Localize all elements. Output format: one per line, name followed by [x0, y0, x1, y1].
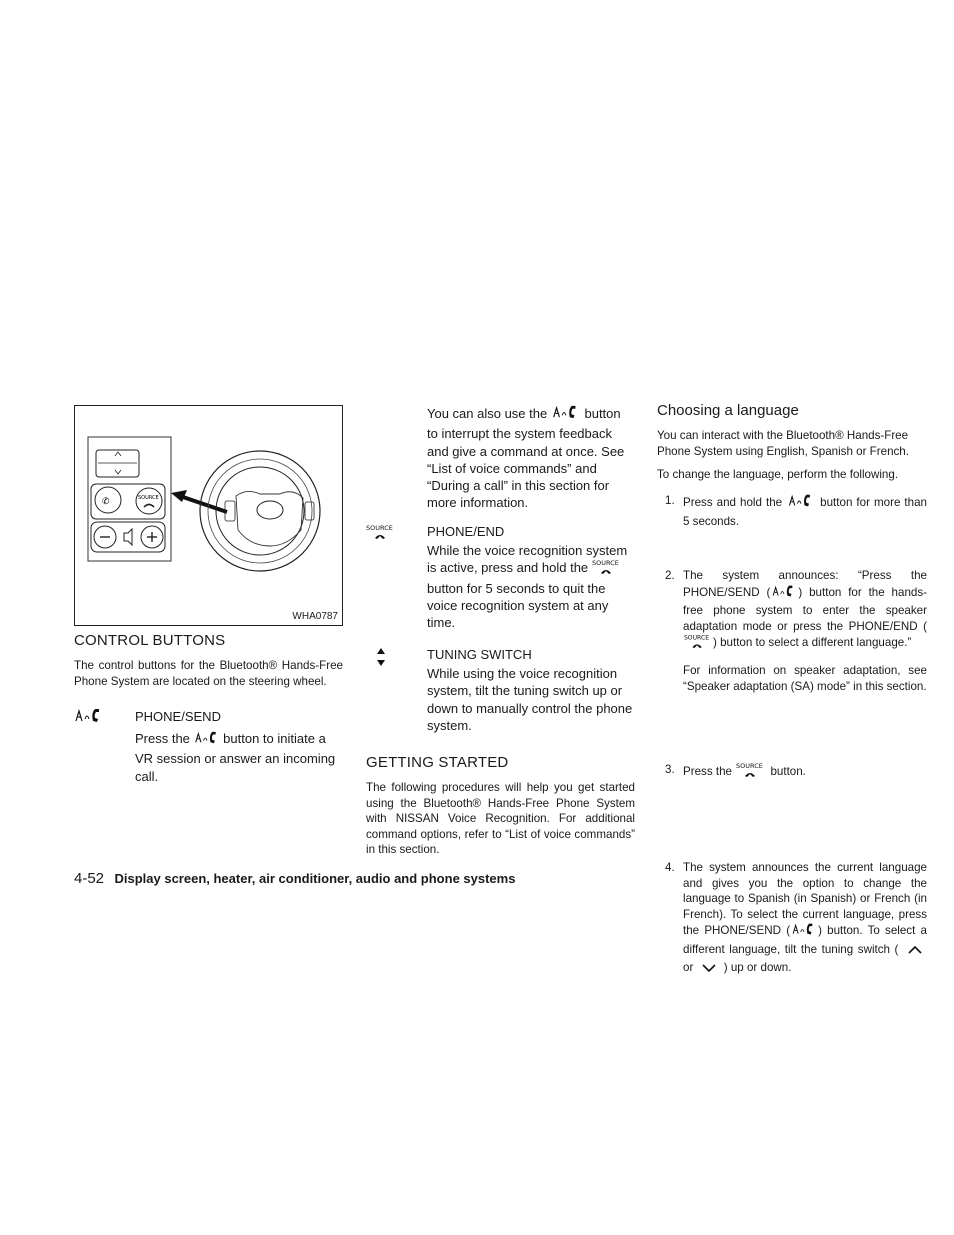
step-number: 2.: [665, 569, 675, 582]
svg-text:SOURCE: SOURCE: [591, 559, 619, 568]
interrupt-text-pre: You can also use the: [427, 406, 548, 421]
phone-end-icon: [592, 559, 622, 579]
tuning-switch-icon: [375, 647, 387, 672]
step-number: 3.: [665, 762, 675, 776]
step-2-text-c: ) button to select a different language.”: [713, 636, 912, 649]
phone-end-icon: [366, 524, 396, 545]
svg-text:SOURCE: SOURCE: [736, 761, 764, 770]
chevron-up-icon: [903, 944, 927, 961]
speaker-adaptation-note: For information on speaker adaptation, see “Speaker adaptation (SA) mode” in this section.: [683, 664, 927, 693]
step-2-text-a: The system announces: “Press the PHONE/SEND (: [683, 569, 927, 599]
step-4-text-b: ) button. To select a different language, tilt the tuning switch (: [683, 924, 927, 956]
phone-end-description: [427, 542, 635, 631]
phone-send-label: PHONE/SEND: [135, 709, 221, 724]
phone-send-description: [135, 730, 343, 785]
language-step-2: [657, 568, 927, 654]
phone-send-icon: [74, 707, 104, 730]
phone-send-icon: [194, 730, 220, 750]
tuning-switch-description: While using the voice recognition system, tilt the tuning switch up or down to manually control the phone system.: [427, 666, 633, 733]
section-title: Display screen, heater, air conditioner, audio and phone systems: [114, 871, 516, 886]
phone-send-icon: [770, 584, 798, 604]
phone-end-icon: [683, 634, 713, 654]
phone-end-label: PHONE/END: [427, 524, 505, 539]
step-4-text-a: The system announces the current language and gives you the option to change the language to Spanish (in Spanish) or French (in French). To select the current language, press the PHONE/SEND (: [683, 861, 927, 937]
phone-send-icon: [786, 493, 816, 514]
step-3-text-post: button.: [770, 764, 806, 778]
step-1-text-post: button for more than 5 seconds.: [683, 496, 927, 528]
getting-started-paragraph: The following procedures will help you get started using the Bluetooth® Hands-Free Phone System with NISSAN Voice Recognition. For additional command options, refer to “List of voice commands” in this section.: [366, 781, 635, 856]
svg-text:SOURCE: SOURCE: [138, 495, 159, 501]
step-2-text-b: ) button for the hands-free phone system to enter the speaker adaptation mode or press the PHONE/END (: [683, 585, 928, 633]
phone-send-icon: [790, 922, 818, 942]
steering-wheel-diagram: [75, 406, 342, 625]
control-buttons-heading: CONTROL BUTTONS: [74, 632, 226, 649]
interrupt-text-post: button to interrupt the system feedback and give a command at once. See “List of voice commands” and “During a call” in this section for more information.: [427, 406, 625, 511]
language-step-4: [657, 860, 927, 979]
language-step-1: [657, 493, 927, 529]
phone-end-text-pre: While the voice recognition system is active, press and hold the: [427, 543, 628, 576]
language-change-intro: To change the language, perform the following.: [657, 468, 899, 481]
interrupt-paragraph: [427, 404, 635, 512]
figure-label: WHA0787: [292, 611, 338, 622]
control-buttons-intro: The control buttons for the Bluetooth® Hands-Free Phone System are located on the steering wheel.: [74, 659, 343, 688]
language-step-3: [657, 762, 927, 783]
chevron-down-icon: [697, 962, 721, 979]
step-number: 4.: [665, 861, 675, 874]
step-4-or: or: [683, 961, 694, 974]
steering-wheel-figure: [74, 405, 343, 626]
svg-text:SOURCE: SOURCE: [683, 634, 710, 642]
step-4-text-c: ) up or down.: [723, 961, 792, 974]
phone-send-text-post: button to initiate a VR session or answer an incoming call.: [135, 731, 336, 784]
choosing-language-heading: Choosing a language: [657, 402, 799, 419]
tuning-switch-label: TUNING SWITCH: [427, 647, 532, 662]
phone-send-icon: [551, 404, 581, 425]
language-intro: You can interact with the Bluetooth® Hands-Free Phone System using English, Spanish or French.: [657, 429, 909, 458]
step-number: 1.: [665, 494, 675, 507]
page-footer: [74, 870, 515, 888]
page-number: 4-52: [74, 870, 105, 887]
step-1-text-pre: Press and hold the: [683, 496, 783, 509]
step-3-text-pre: Press the: [683, 764, 732, 778]
getting-started-heading: GETTING STARTED: [366, 754, 509, 771]
phone-end-text-post: button for 5 seconds to quit the voice recognition system at any time.: [427, 580, 609, 631]
svg-text:✆: ✆: [102, 497, 110, 507]
svg-text:SOURCE: SOURCE: [366, 524, 393, 532]
phone-send-text-pre: Press the: [135, 731, 190, 746]
phone-end-icon: [735, 762, 767, 783]
